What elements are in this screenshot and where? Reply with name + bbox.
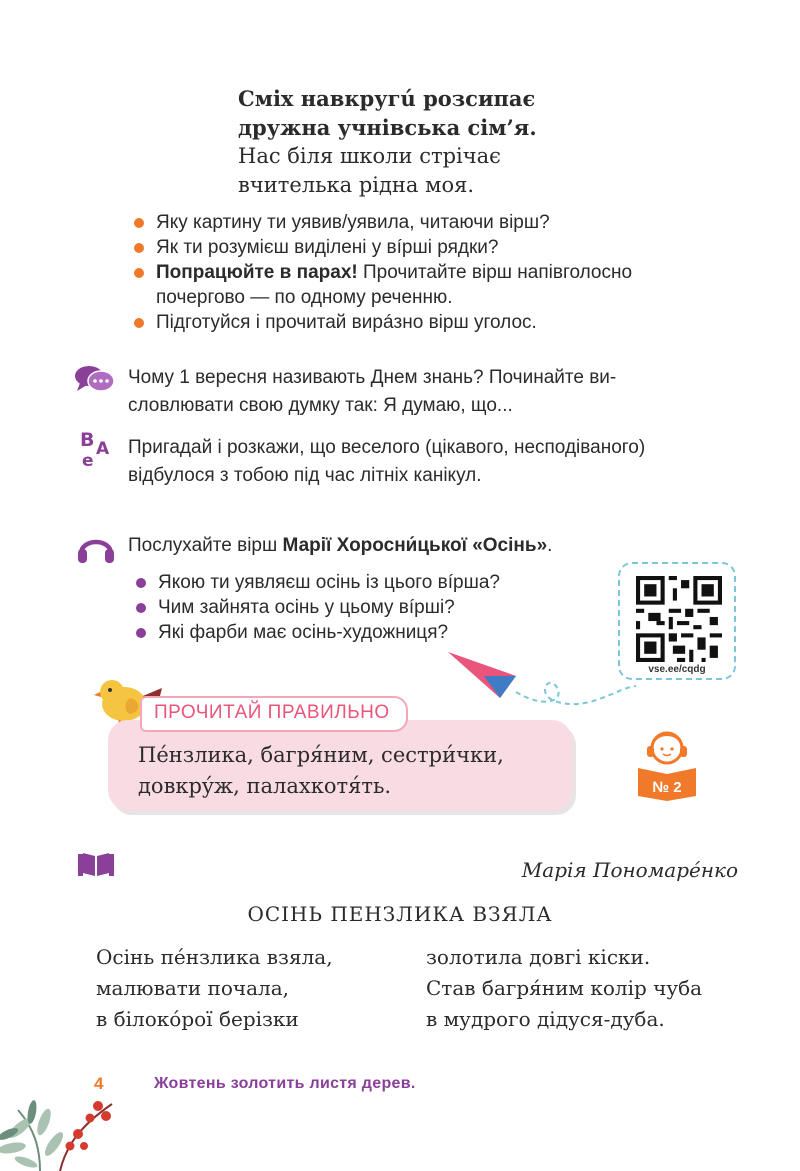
read-correctly-label: ПРОЧИТАЙ ПРАВИЛЬНО xyxy=(140,696,408,732)
poem-line: Осінь пéнзлика взяла, xyxy=(96,945,333,969)
discussion-task: Чому 1 вересня називають Днем знань? Починайте ви- словлювати свою думку так: Я думаю, що... xyxy=(128,367,617,416)
book-icon xyxy=(78,852,114,876)
audio-track-badge-icon[interactable] xyxy=(632,724,702,802)
svg-text:В: В xyxy=(80,429,95,451)
question-item: Чим зайнята осінь у цьому вíрші? xyxy=(136,595,606,620)
poem-line: Став багря́ним колір чуба xyxy=(426,976,703,1000)
letters-icon xyxy=(78,428,122,468)
footer-caption: Жовтень золотить листя дерев. xyxy=(154,1075,416,1092)
qr-link-label[interactable]: vse.ee/cqdg xyxy=(648,664,706,675)
question-item: Якою ти уявляєш осінь із цього вíрша? xyxy=(136,570,606,595)
poem-title-ref: «Осінь» xyxy=(466,535,548,556)
poem-excerpt xyxy=(238,84,537,200)
badge-number: № 2 xyxy=(652,779,682,796)
chat-bubbles-icon xyxy=(74,364,116,394)
svg-text:е: е xyxy=(82,451,94,468)
question-item: Які фарби має осінь-художниця? xyxy=(136,620,606,645)
poem-line: в білокóрої берізки xyxy=(96,1007,299,1031)
poem-title: ОСІНЬ ПЕНЗЛИКА ВЗЯЛА xyxy=(247,902,553,926)
headphones-icon xyxy=(76,530,116,564)
poem-line: вчителька рідна моя. xyxy=(238,173,475,197)
page-number: 4 xyxy=(94,1074,104,1093)
poem-line: Сміх навкругú розсипає xyxy=(238,86,536,111)
poem-author: Марія Пономарéнко xyxy=(521,858,738,882)
listen-task: Послухайте вірш Марії Хоросни́цької «Осінь». xyxy=(128,535,553,556)
poem-line: в мудрого дідуся-дуба. xyxy=(426,1007,665,1031)
retell-task: Пригадай і розкажи, що веселого (цікавого, несподіваного) відбулося з тобою під час літніх канікул. xyxy=(128,437,646,486)
rowan-branch-icon xyxy=(0,1050,130,1171)
question-item: Яку картину ти уявив/уявила, читаючи вірш? xyxy=(134,210,744,235)
question-item: Підготуйся і прочитай вирáзно вірш уголос. xyxy=(134,310,744,335)
pair-work-label: Попрацюйте в парах! xyxy=(156,262,358,283)
read-correctly-words: Пéнзлика, багря́ним, сестри́чки, довкрýж, палахкотя́ть. xyxy=(138,743,504,798)
poem-line: дружна учнівська сім’я. xyxy=(238,115,537,140)
poem-author-ref: Марії Хоросни́цької xyxy=(282,535,467,556)
paper-plane-icon xyxy=(446,648,746,710)
poem-line: Нас біля школи стрічає xyxy=(238,144,501,168)
questions-list xyxy=(134,210,744,335)
listen-questions-list xyxy=(136,570,606,645)
poem-column-right xyxy=(426,942,702,1035)
poem-line: малювати почала, xyxy=(96,976,290,1000)
poem-line: золотила довгі кіски. xyxy=(426,945,651,969)
question-item: Як ти розумієш виділені у вíрші рядки? xyxy=(134,235,744,260)
svg-text:А: А xyxy=(96,439,110,459)
poem-column-left xyxy=(96,942,333,1035)
question-item: Попрацюйте в парах! Прочитайте вірш напівголосно почергово — по одному реченню. xyxy=(134,260,744,310)
